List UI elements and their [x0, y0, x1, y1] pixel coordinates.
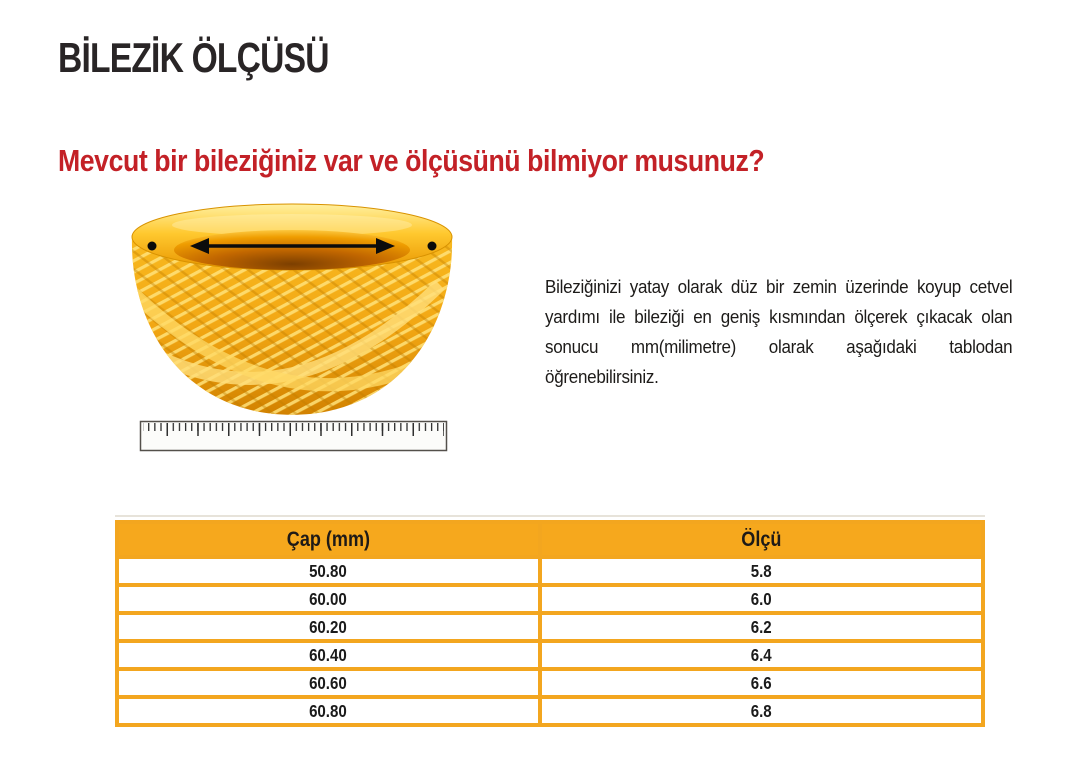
olcu-cell: 6.8 [540, 697, 983, 725]
size-table [115, 520, 985, 727]
cap-cell: 60.60 [117, 669, 540, 697]
ruler-graphic [141, 422, 447, 451]
cap-cell: 60.80 [117, 697, 540, 725]
page-title: BİLEZİK ÖLÇÜSÜ [58, 34, 329, 81]
table-row [117, 557, 983, 585]
table-row [117, 613, 983, 641]
cap-cell: 60.20 [117, 613, 540, 641]
bracelet-illustration [105, 195, 460, 461]
cap-cell: 60.40 [117, 641, 540, 669]
table-row [117, 585, 983, 613]
page-subtitle: Mevcut bir bileziğiniz var ve ölçüsünü bilmiyor musunuz? [58, 143, 765, 178]
gold-bracelet-graphic [115, 204, 455, 435]
col-header-cap: Çap (mm) [117, 522, 540, 557]
olcu-cell: 6.4 [540, 641, 983, 669]
olcu-cell: 6.2 [540, 613, 983, 641]
table-top-divider [115, 515, 985, 517]
bracelet-figure [105, 195, 460, 461]
measure-instructions: Bileziğinizi yatay olarak düz bir zemin üzerinde koyup cetvel yardımı ile bileziği en geniş kısmından ölçerek çıkacak olan sonucu mm(milimetre) olarak aşağıdaki tablodan öğrenebilirsiniz. [545, 276, 1013, 387]
cap-cell: 60.00 [117, 585, 540, 613]
cap-cell: 50.80 [117, 557, 540, 585]
table-row [117, 669, 983, 697]
olcu-cell: 6.0 [540, 585, 983, 613]
table-row [117, 697, 983, 725]
edge-marker-dot-left [148, 242, 157, 251]
table-row [117, 641, 983, 669]
col-header-olcu: Ölçü [540, 522, 983, 557]
olcu-cell: 5.8 [540, 557, 983, 585]
table-header-row [117, 522, 983, 557]
edge-marker-dot-right [428, 242, 437, 251]
olcu-cell: 6.6 [540, 669, 983, 697]
